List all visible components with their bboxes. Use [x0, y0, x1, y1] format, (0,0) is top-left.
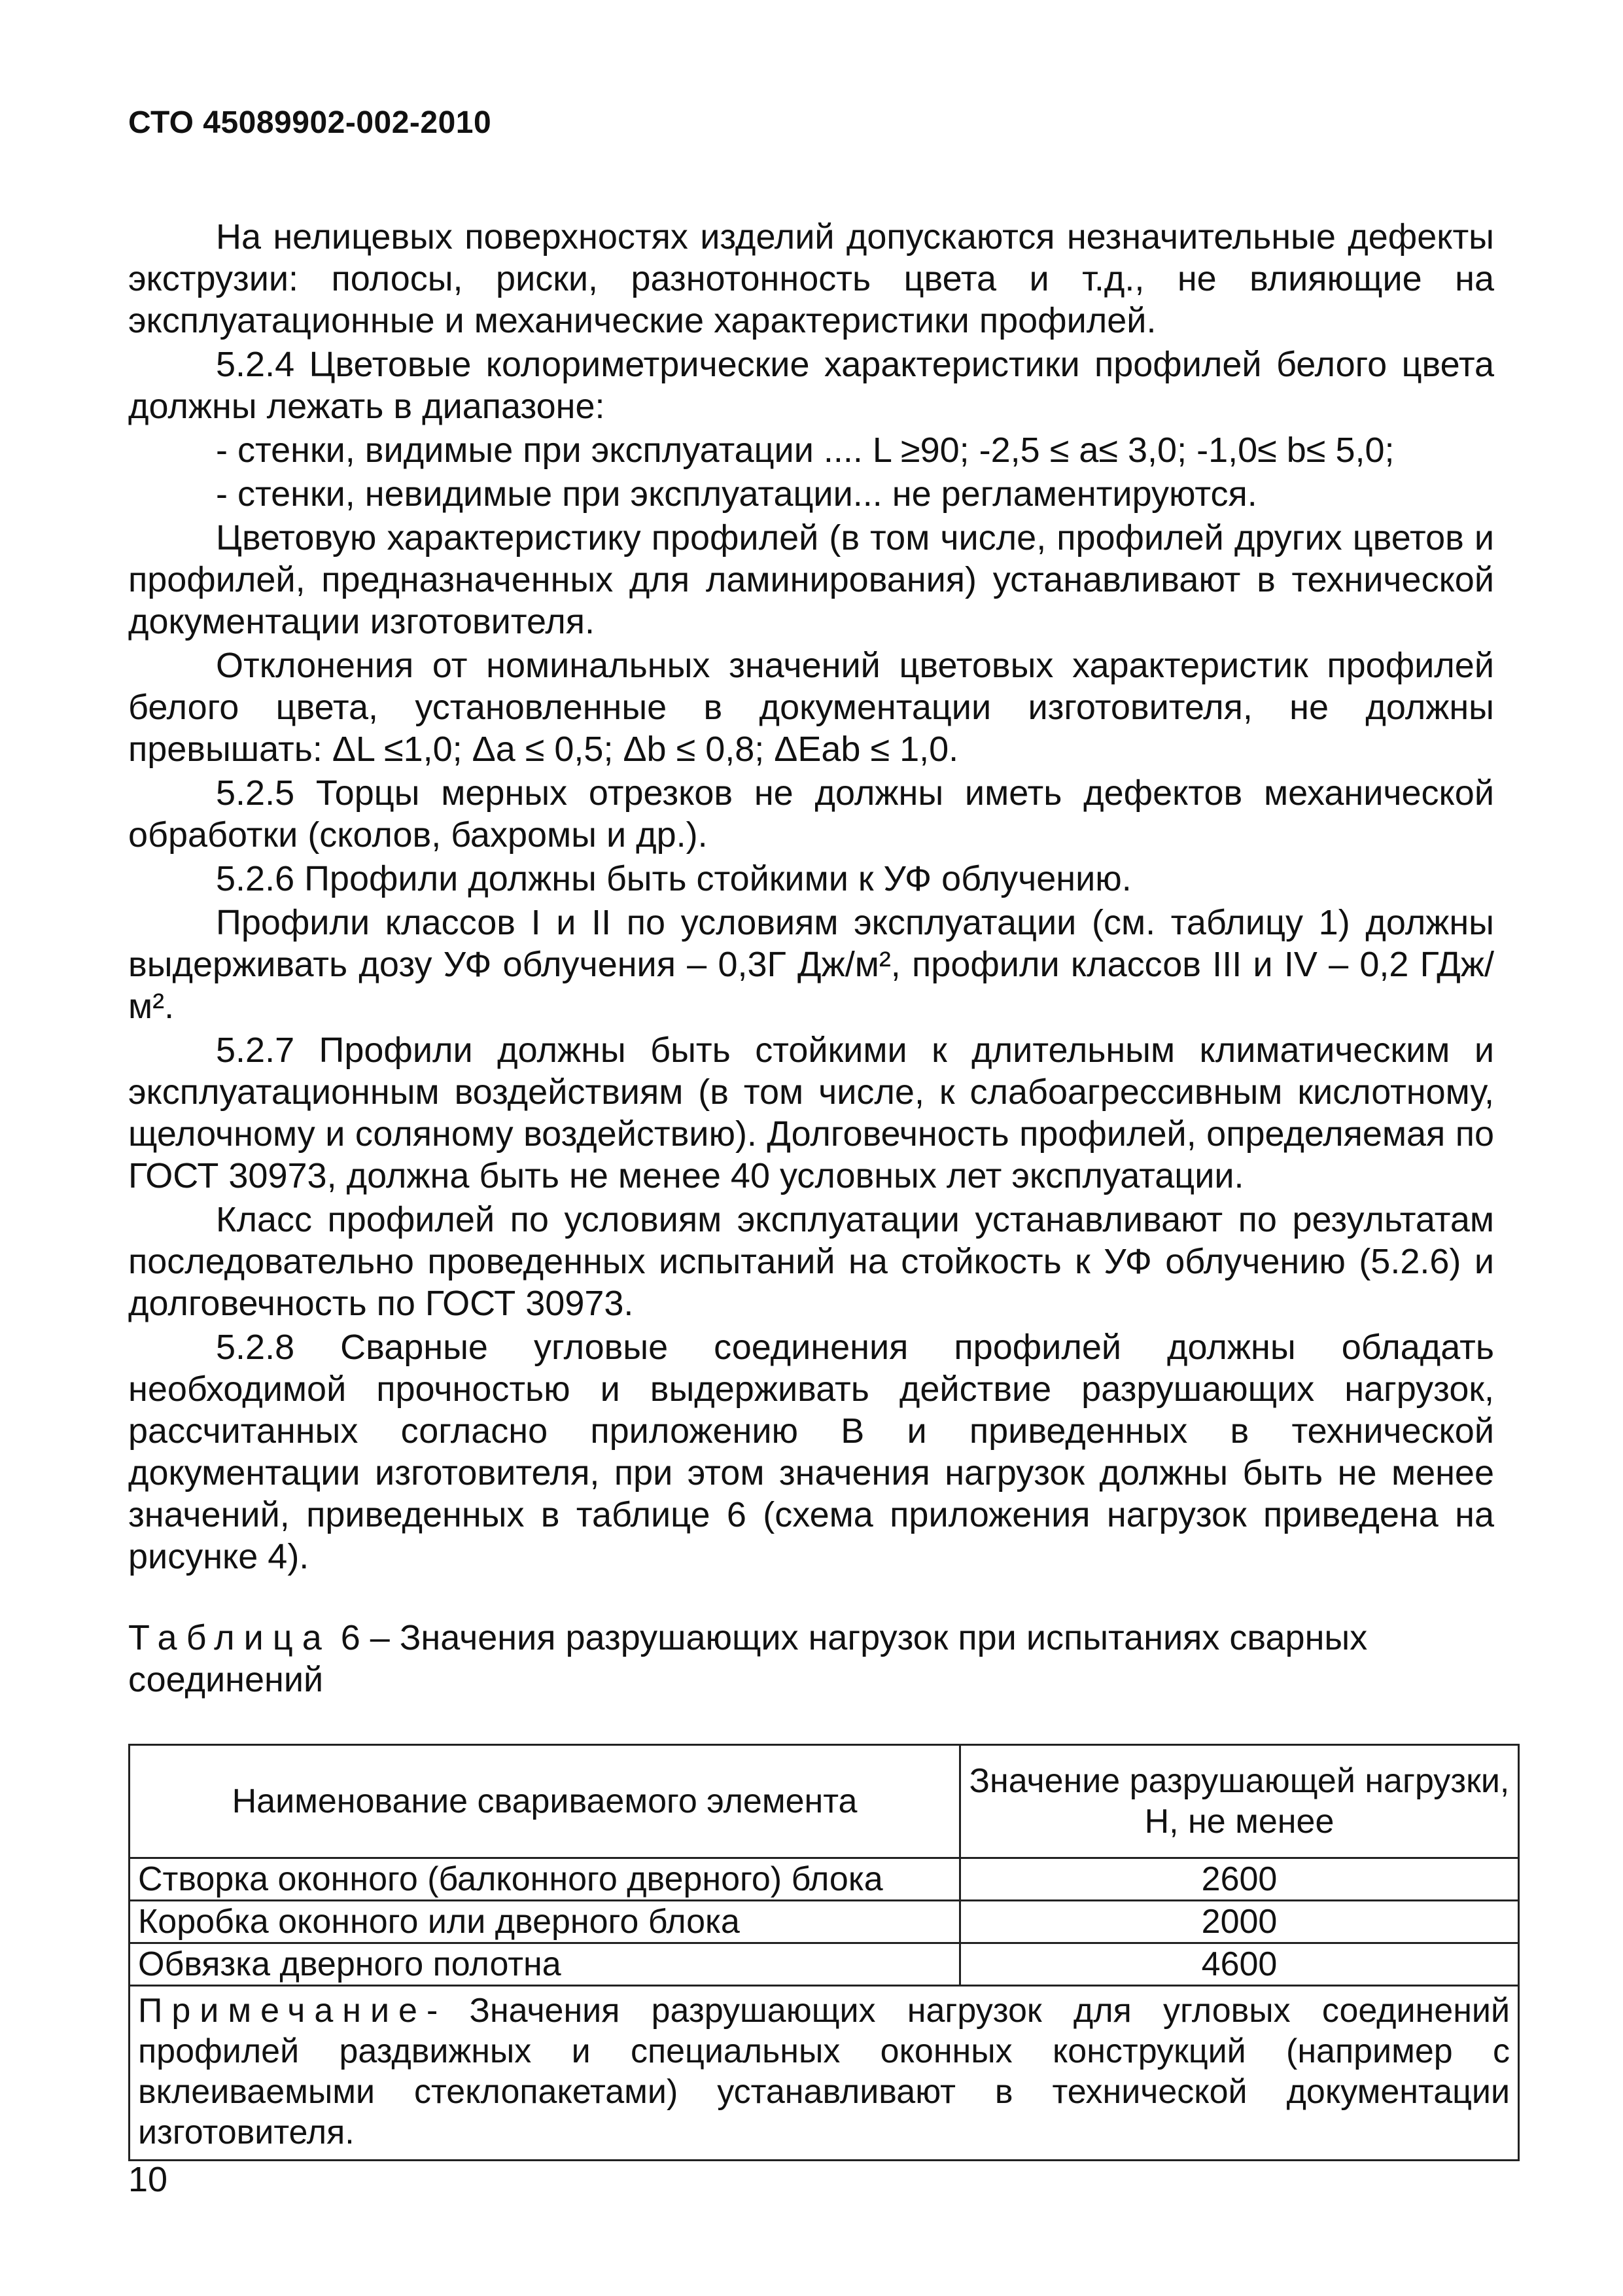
paragraph: Отклонения от номинальных значений цветовых характеристик профилей белого цвета, установленные в документации изготовителя, не должны превышать: ΔL ≤1,0; Δa ≤ 0,5; Δb ≤ 0,8; ΔEab ≤ 1,0.	[128, 646, 1494, 769]
list-item: - стенки, видимые при эксплуатации .... L ≥90; -2,5 ≤ a≤ 3,0; -1,0≤ b≤ 5,0;	[216, 431, 1395, 470]
table-row	[130, 1943, 1519, 1986]
load-value-cell: 4600	[960, 1943, 1519, 1986]
element-name-cell: Створка оконного (балконного дверного) блока	[130, 1858, 960, 1901]
table-caption-text: 6 – Значения разрушающих нагрузок при испытаниях сварных соединений	[128, 1618, 1368, 1699]
table-row	[130, 1858, 1519, 1901]
paragraph-5-2-6: 5.2.6 Профили должны быть стойкими к УФ облучению.	[216, 859, 1132, 898]
document-body	[128, 216, 1510, 2161]
paragraph: Цветовую характеристику профилей (в том числе, профилей других цветов и профилей, предназначенных для ламинирования) устанавливают в технической документации изготовителя.	[128, 518, 1494, 641]
table-note	[130, 1986, 1519, 2161]
table-row	[130, 1901, 1519, 1943]
paragraph-5-2-4: 5.2.4 Цветовые колориметрические характеристики профилей белого цвета должны лежать в диапазоне:	[128, 345, 1494, 426]
paragraph-5-2-7: 5.2.7 Профили должны быть стойкими к длительным климатическим и эксплуатационным воздействиям (в том числе, к слабоагрессивным кислотному, щелочному и соляному воздействию). Долговечность профилей, определяемая по ГОСТ 30973, должна быть не менее 40 условных лет эксплуатации.	[128, 1031, 1494, 1195]
table-caption-label: Таблица	[128, 1618, 331, 1657]
load-value-cell: 2600	[960, 1858, 1519, 1901]
element-name-cell: Обвязка дверного полотна	[130, 1943, 960, 1986]
paragraph: Профили классов I и II по условиям эксплуатации (см. таблицу 1) должны выдерживать дозу УФ облучения – 0,3Г Дж/м², профили классов III и IV – 0,2 ГДж/м².	[128, 903, 1494, 1026]
element-name-cell: Коробка оконного или дверного блока	[130, 1901, 960, 1943]
note-text: - Значения разрушающих нагрузок для угловых соединений профилей раздвижных и специальных оконных конструкций (например с вклеиваемыми стеклопакетами) устанавливают в технической документации изготовителя.	[138, 1992, 1510, 2151]
paragraph: Класс профилей по условиям эксплуатации устанавливают по результатам последовательно проведенных испытаний на стойкость к УФ облучению (5.2.6) и долговечность по ГОСТ 30973.	[128, 1200, 1494, 1323]
note-label: Примечание	[138, 1992, 427, 2030]
list-item: - стенки, невидимые при эксплуатации... не регламентируются.	[216, 474, 1257, 514]
table-caption	[128, 1617, 1494, 1701]
paragraph-5-2-5: 5.2.5 Торцы мерных отрезков не должны иметь дефектов механической обработки (сколов, бахромы и др.).	[128, 773, 1494, 855]
paragraph: На нелицевых поверхностях изделий допускаются незначительные дефекты экструзии: полосы, риски, разнотонность цвета и т.д., не влияющие на эксплуатационные и механические характеристики профилей.	[128, 217, 1494, 340]
document-code: СТО 45089902-002-2010	[128, 105, 492, 140]
table-6	[128, 1744, 1520, 2161]
load-value-cell: 2000	[960, 1901, 1519, 1943]
paragraph-5-2-8: 5.2.8 Сварные угловые соединения профилей должны обладать необходимой прочностью и выдерживать действие разрушающих нагрузок, рассчитанных согласно приложению В и приведенных в технической документации изготовителя, при этом значения нагрузок должны быть не менее значений, приведенных в таблице 6 (схема приложения нагрузок приведена на рисунке 4).	[128, 1328, 1494, 1576]
column-header-element: Наименование свариваемого элемента	[130, 1745, 960, 1858]
table-header-row	[130, 1745, 1519, 1858]
page-number: 10	[128, 2160, 168, 2199]
table-note-row	[130, 1986, 1519, 2161]
column-header-load: Значение разрушающей нагрузки, Н, не менее	[960, 1745, 1519, 1858]
